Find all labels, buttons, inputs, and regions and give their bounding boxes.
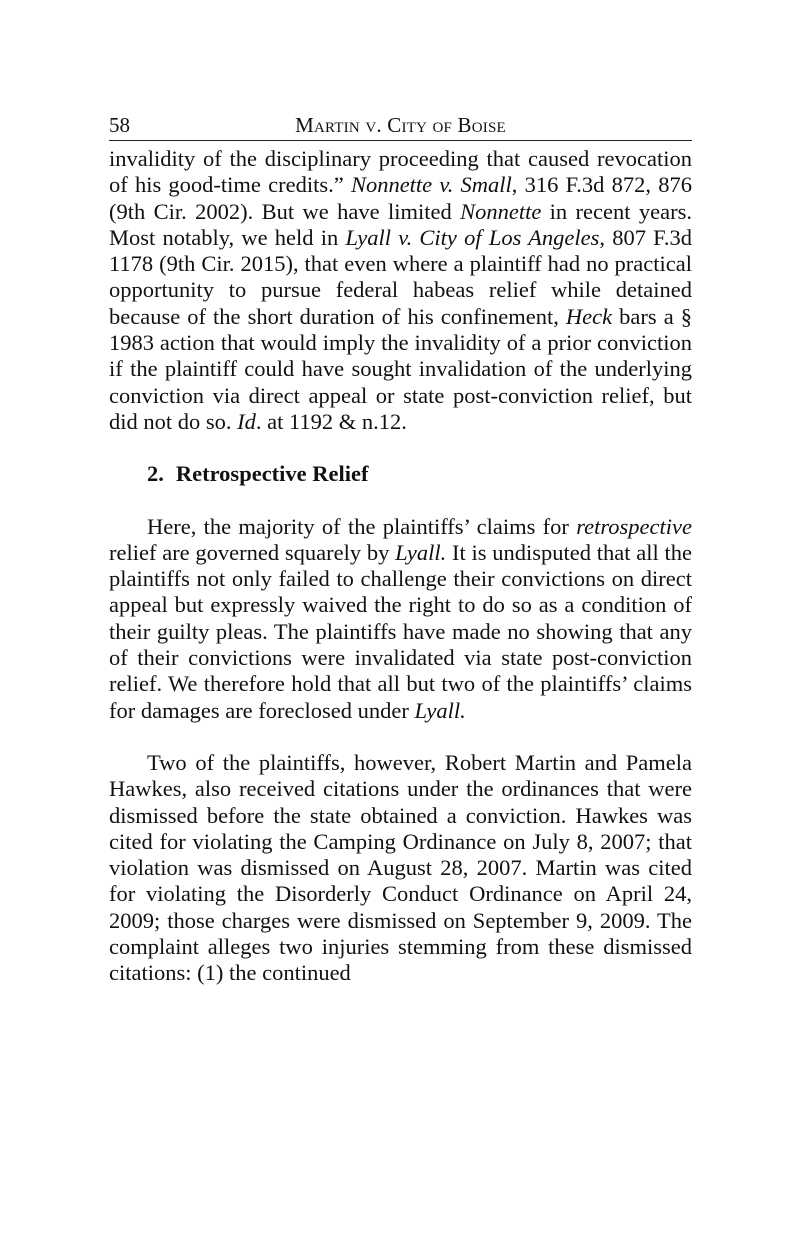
page-number: 58 bbox=[109, 113, 130, 137]
section-title: Retrospective Relief bbox=[175, 461, 369, 487]
case-citation: Nonnette bbox=[460, 198, 542, 224]
case-citation: Lyall v. City of Los Angeles bbox=[345, 224, 600, 250]
text-run: It is undisputed that all the plaintiffs not only failed to challenge their convictions on direct appeal but expressly waived the right to do so as a condition of their guilty pleas. The plaintiffs have made no showing that any of their convictions were invalidated via state post-conviction relief. We therefore hold that all but two of the plaintiffs’ claims for damages are foreclosed under bbox=[109, 539, 692, 723]
text-run: in recent years. Most notably, we held in bbox=[109, 198, 692, 250]
paragraph-2 bbox=[109, 514, 692, 724]
section-heading bbox=[109, 461, 692, 487]
case-citation: Heck bbox=[565, 303, 613, 329]
text-run: , 807 F.3d 1178 (9th Cir. 2015), that even where a plaintiff had no practical opportunity to pursue federal habeas relief while detained because of the short duration of his confinement, bbox=[109, 224, 693, 329]
case-citation: Lyall. bbox=[414, 697, 466, 723]
section-number: 2. bbox=[147, 461, 164, 487]
paragraph-3 bbox=[109, 750, 692, 987]
text-run: invalidity of the disciplinary proceeding that caused revocation of his good-time credits.” bbox=[109, 146, 692, 198]
case-citation: Id bbox=[237, 408, 256, 434]
page-header bbox=[109, 110, 692, 141]
paragraph-1 bbox=[109, 146, 692, 435]
text-run: Here, the majority of the plaintiffs’ claims for bbox=[147, 513, 577, 539]
text-run: Two of the plaintiffs, however, Robert Martin and Pamela Hawkes, also received citations under the ordinances that were dismissed before the state obtained a conviction. Hawkes was cited for violating the Camping Ordinance on July 8, 2007; that violation was dismissed on August 28, 2007. Martin was cited for violating the Disorderly Conduct Ordinance on April 24, 2009; those charges were dismissed on September 9, 2009. The complaint alleges two injuries stemming from these dismissed citations: (1) the continued bbox=[109, 749, 692, 986]
emphasis: retrospective bbox=[576, 513, 692, 539]
document-page bbox=[109, 110, 692, 987]
case-citation: Lyall. bbox=[395, 539, 447, 565]
running-title: Martin v. City of Boise bbox=[295, 113, 506, 137]
text-run: . at 1192 & n.12. bbox=[255, 408, 407, 434]
text-run: relief are governed squarely by bbox=[109, 539, 396, 565]
case-citation: Nonnette v. Small bbox=[350, 172, 512, 198]
text-run: bars a § 1983 action that would imply the invalidity of a prior conviction if the plaintiff could have sought invalidation of the underlying conviction via direct appeal or state post-conviction relief, but did not do so. bbox=[109, 303, 692, 434]
text-run: , 316 F.3d 872, 876 (9th Cir. 2002). But we have limited bbox=[109, 172, 692, 224]
body-text bbox=[109, 146, 692, 987]
